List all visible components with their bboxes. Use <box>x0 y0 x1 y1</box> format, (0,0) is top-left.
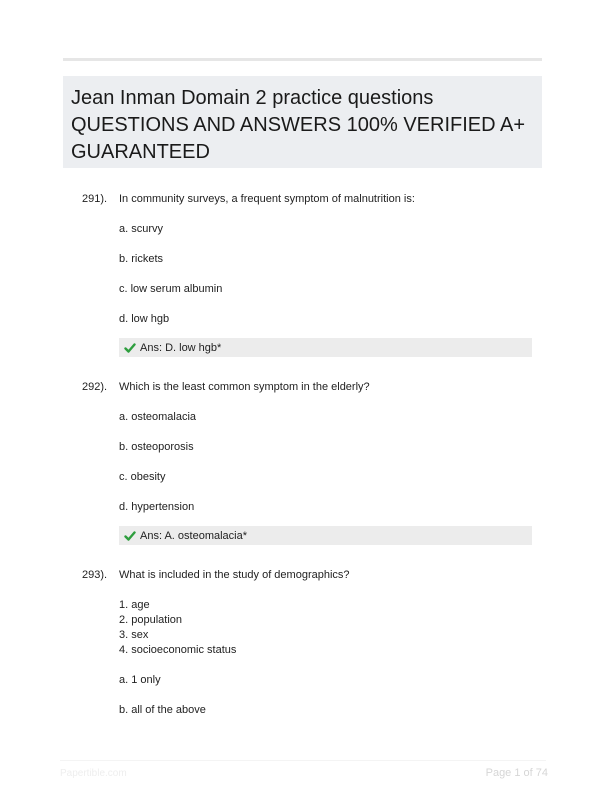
option-a: a. 1 only <box>119 674 161 686</box>
list-item: 3. sex <box>119 629 149 641</box>
document-title: Jean Inman Domain 2 practice questions QUESTIONS AND ANSWERS 100% VERIFIED A+ GUARANTEED <box>71 87 526 163</box>
list-item: 2. population <box>119 614 182 626</box>
list-item: 1. age <box>119 599 150 611</box>
footer-divider <box>60 760 546 761</box>
list-item: 4. socioeconomic status <box>119 644 237 656</box>
option-a: a. scurvy <box>119 223 164 235</box>
option-b: b. all of the above <box>119 704 206 716</box>
checkmark-icon <box>124 342 136 354</box>
option-d: d. hypertension <box>119 501 195 513</box>
answer-box <box>119 526 532 545</box>
option-b: b. rickets <box>119 253 164 265</box>
option-a: a. osteomalacia <box>119 411 197 423</box>
question-text: Which is the least common symptom in the elderly? <box>119 381 370 393</box>
page-number: Page 1 of 74 <box>485 767 548 779</box>
answer-text: Ans: A. osteomalacia* <box>140 529 248 542</box>
question-text: What is included in the study of demographics? <box>119 569 350 581</box>
option-d: d. low hgb <box>119 313 170 325</box>
option-c: c. low serum albumin <box>119 283 223 295</box>
question-number: 291). <box>82 193 108 205</box>
option-c: c. obesity <box>119 471 166 483</box>
title-banner <box>63 76 542 168</box>
top-divider <box>63 58 542 61</box>
answer-box <box>119 338 532 357</box>
checkmark-icon <box>124 530 136 542</box>
question-text: In community surveys, a frequent symptom of malnutrition is: <box>119 193 415 205</box>
question-number: 293). <box>82 569 108 581</box>
question-number: 292). <box>82 381 108 393</box>
footer-watermark: Papertible.com <box>60 768 127 779</box>
option-b: b. osteoporosis <box>119 441 194 453</box>
answer-text: Ans: D. low hgb* <box>140 341 222 354</box>
